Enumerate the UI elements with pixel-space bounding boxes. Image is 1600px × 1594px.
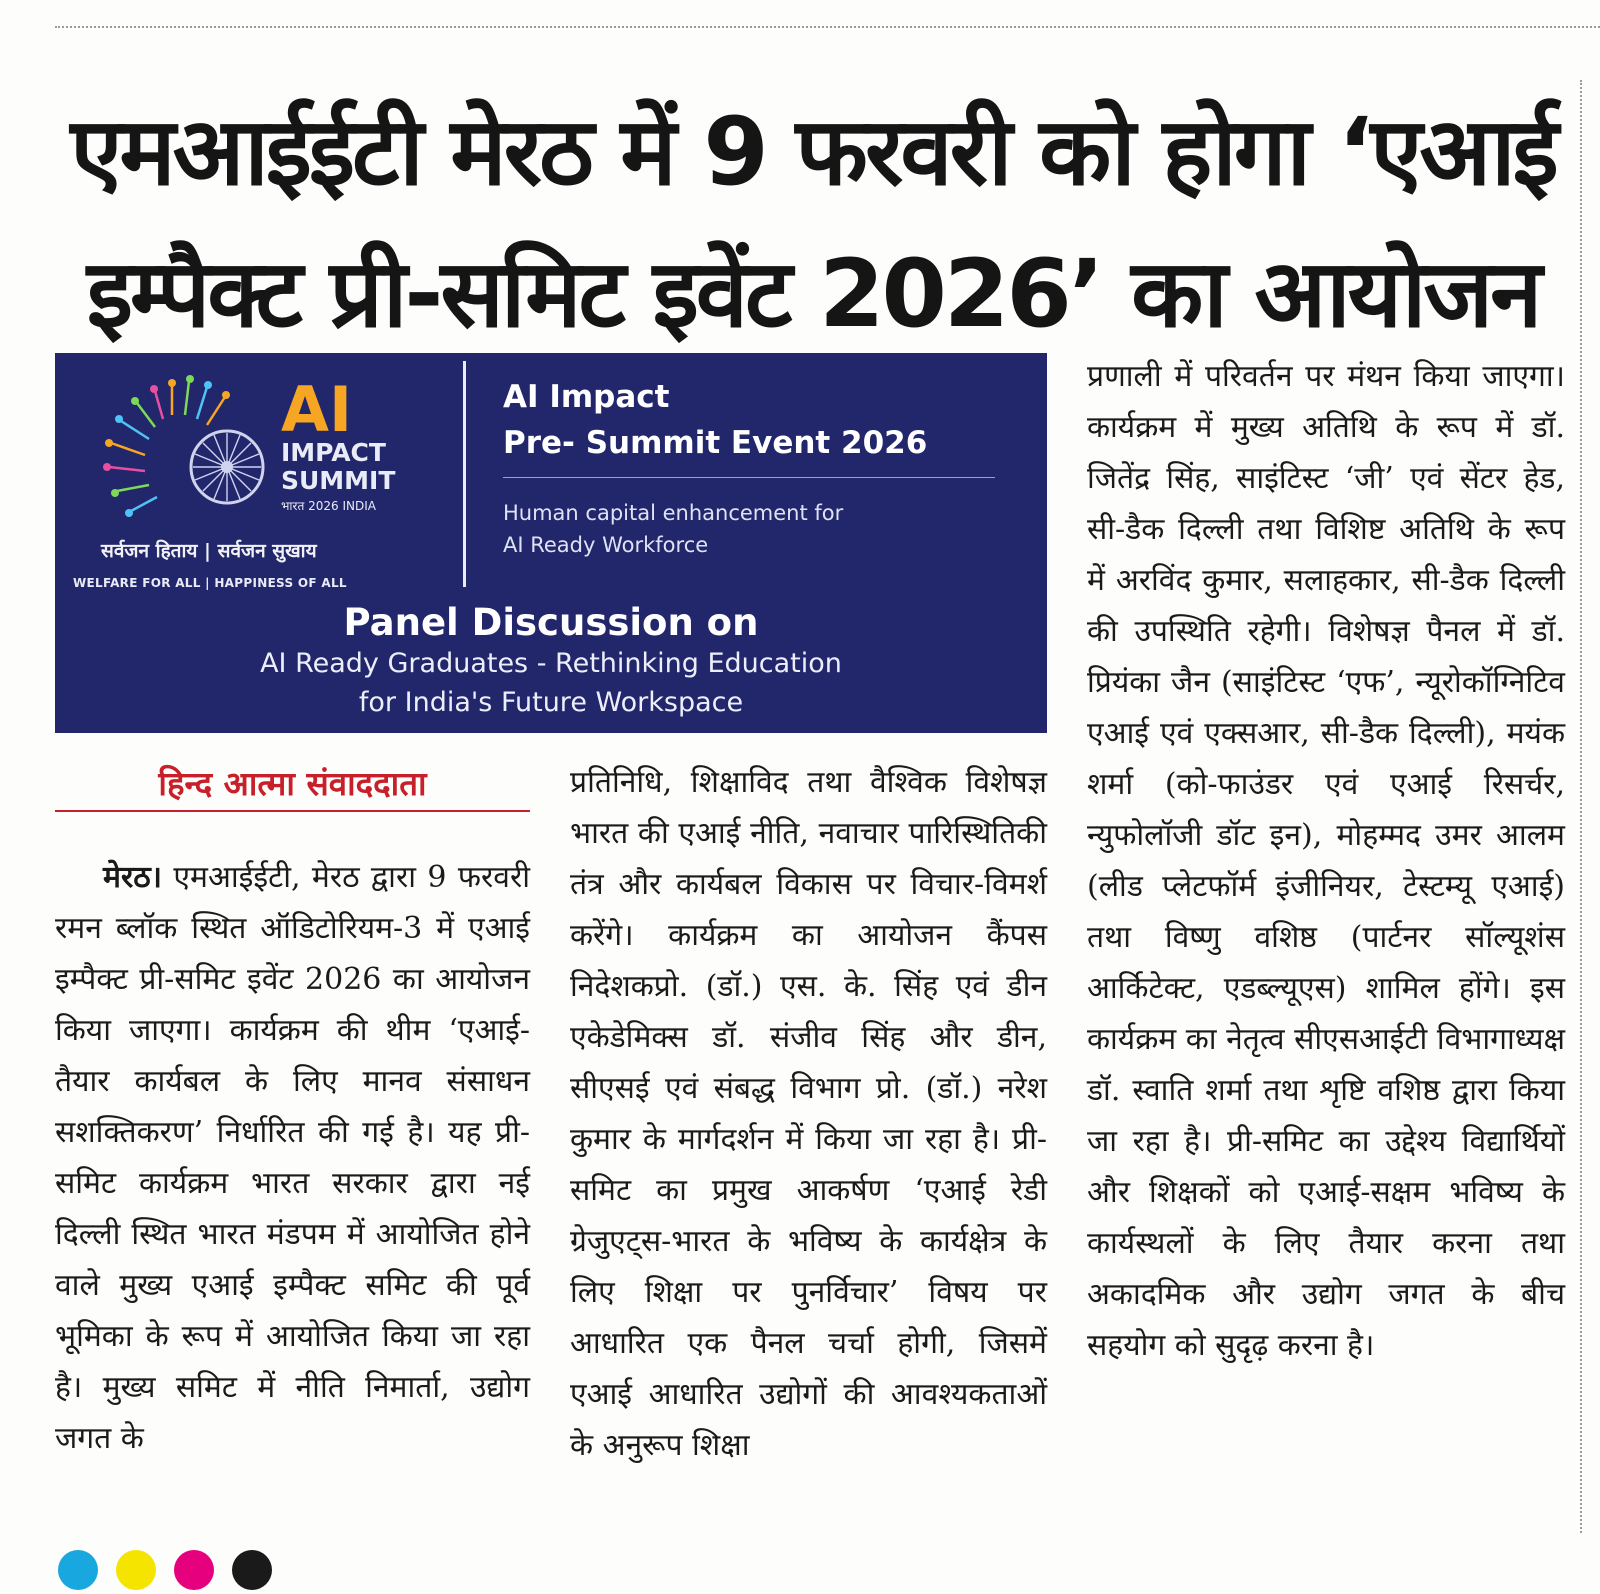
headline [48,82,1578,366]
registration-dot-black [232,1550,272,1590]
logo-impact-text: IMPACT [281,438,386,467]
article-column-1-text: एमआईईटी, मेरठ द्वारा 9 फरवरी रमन ब्लॉक स्थित ऑडिटोरियम-3 में एआई इम्पैक्ट प्री-समिट इवेंट 2026 का आयोजन किया जाएगा। कार्यक्रम की थीम ‘एआई-तैयार कार्यबल के लिए मानव संसाधन सशक्तिकरण’ निर्धारित की गई है। यह प्री-समिट कार्यक्रम भारत सरकार द्वारा नई दिल्ली स्थित भारत मंडपम में आयोजित होने वाले मुख्य एआई इम्पैक्ट समिट की पूर्व भूमिका के रूप में आयोजित किया जा रहा है। मुख्य समिट में नीति निमार्ता, उद्योग जगत के [55,860,530,1456]
logo-tagline-english: WELFARE FOR ALL | HAPPINESS OF ALL [73,576,347,590]
byline: हिन्द आत्मा संवाददाता [158,764,427,803]
article-column-2-text: प्रतिनिधि, शिक्षाविद तथा वैश्विक विशेषज्ञ भारत की एआई नीति, नवाचार पारिस्थितिकी तंत्र और कार्यबल विकास पर विचार-विमर्श करेंगे। कार्यक्रम का आयोजन कैंपस निदेशकप्रो. (डॉ.) एस. के. सिंह एवं डीन एकेडेमिक्स डॉ. संजीव सिंह और डीन, सीएसई एवं संबद्ध विभाग प्रो. (डॉ.) नरेश कुमार के मार्गदर्शन में किया जा रहा है। प्री-समिट का प्रमुख आकर्षण ‘एआई रेडी ग्रेजुएट्स-भारत के भविष्य के कार्यक्षेत्र के लिए शिक्षा पर पुनर्विचार’ विषय पर आधारित एक पैनल चर्चा होगी, जिसमें एआई आधारित उद्योगों की आवश्यकताओं के अनुरूप शिक्षा [570,765,1047,1463]
event-title-line-1: AI Impact [503,379,670,415]
logo-bharat-india: भारत 2026 INDIA [281,499,376,513]
registration-marks [58,1550,290,1594]
headline-line-1: एमआईईटी मेरठ में 9 फरवरी को होगा ‘एआई [70,98,1556,207]
ai-summit-emblem-icon [77,363,277,538]
registration-dot-magenta [174,1550,214,1590]
registration-dot-cyan [58,1550,98,1590]
panel-discussion-title: Panel Discussion on [343,601,759,644]
panel-topic-line-1: AI Ready Graduates - Rethinking Education [260,648,842,679]
event-banner-image [55,353,1047,733]
logo-tagline-hindi: सर्वजन हिताय | सर्वजन सुखाय [101,540,317,562]
byline-rule [55,810,530,812]
logo-impact-summit [281,439,395,495]
top-dotted-rule [55,26,1600,28]
event-subtitle-line-1: Human capital enhancement for [503,501,844,525]
registration-dot-yellow [116,1550,156,1590]
logo-ai-text: AI [281,373,353,446]
event-subtitle-line-2: AI Ready Workforce [503,533,709,557]
event-title-rule [503,477,995,478]
dateline: मेरठ। [103,860,163,895]
article-column-3-text: प्रणाली में परिवर्तन पर मंथन किया जाएगा। कार्यक्रम में मुख्य अतिथि के रूप में डॉ. जितेंद्र सिंह, साइंटिस्ट ‘जी’ एवं सेंटर हेड, सी-डैक दिल्ली तथा विशिष्ट अतिथि के रूप में अरविंद कुमार, सलाहकार, सी-डैक दिल्ली की उपस्थिति रहेगी। विशेषज्ञ पैनल में डॉ. प्रियंका जैन (साइंटिस्ट ‘एफ’, न्यूरोकॉग्निटिव एआई एवं एक्सआर, सी-डैक दिल्ली), मयंक शर्मा (को-फाउंडर एवं एआई रिसर्चर, न्युफोलॉजी डॉट इन), मोहम्मद उमर आलम (लीड प्लेटफॉर्म इंजीनियर, टेस्टम्यू एआई) तथा विष्णु वशिष्ठ (पार्टनर सॉल्यूशंस आर्किटेक्ट, एडब्ल्यूएस) शामिल होंगे। इस कार्यक्रम का नेतृत्व सीएसआईटी विभागाध्यक्ष डॉ. स्वाति शर्मा तथा शृष्टि वशिष्ठ द्वारा किया जा रहा है। प्री-समिट का उद्देश्य विद्यार्थियों और शिक्षकों को एआई-सक्षम भविष्य के कार्यस्थलों के लिए तैयार करना तथा अकादमिक और उद्योग जगत के बीच सहयोग को सुदृढ़ करना है। [1087,359,1565,1363]
banner-divider [463,361,466,587]
panel-topic-line-2: for India's Future Workspace [358,687,744,718]
article-column-3 [1087,351,1565,1371]
right-dotted-rule [1580,80,1582,1533]
logo-summit-text: SUMMIT [281,466,396,495]
article-column-2 [570,757,1047,1471]
headline-line-2: इम्पैक्ट प्री-समिट इवेंट 2026’ का आयोजन [86,240,1540,349]
event-title-line-2: Pre- Summit Event 2026 [503,425,928,461]
article-column-1 [55,852,530,1464]
